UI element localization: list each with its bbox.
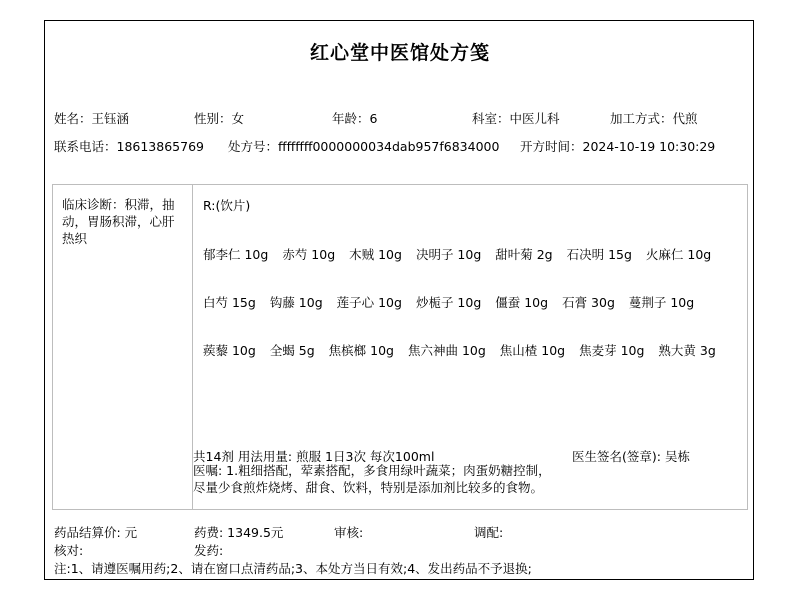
- usage-dosage: 共14剂 用法用量: 煎服 1日3次 每次100ml: [193, 449, 435, 464]
- prescription-number: 处方号：ffffffff0000000034dab957f6834000: [228, 139, 500, 154]
- herb-item: 熟大黄 3g: [658, 343, 716, 358]
- footer-notes: 注:1、请遵医嘱用药;2、请在窗口点清药品;3、本处方当日有效;4、发出药品不予退换;: [54, 561, 532, 576]
- medical-advice: 医嘱: 1.粗细搭配，荤素搭配，多食用绿叶蔬菜；肉蛋奶糖控制，尽量少食煎炸烧烤、甜食、饮料，特别是添加剂比较多的食物。: [193, 463, 551, 495]
- herb-item: 火麻仁 10g: [645, 247, 712, 262]
- phone-number: 联系电话：18613865769: [54, 139, 204, 154]
- prescription-time: 开方时间：2024-10-19 10:30:29: [520, 139, 716, 154]
- herb-item: 全蝎 5g: [269, 343, 315, 358]
- issue-label: 发药:: [194, 543, 224, 558]
- herb-item: 石决明 15g: [566, 247, 632, 262]
- herb-item: 木贼 10g: [349, 247, 402, 262]
- herb-row-3: [203, 341, 726, 359]
- doctor-signature: 医生签名(签章): 吴栋: [572, 449, 690, 464]
- herb-item: 石膏 30g: [562, 295, 615, 310]
- herb-item: 僵蚕 10g: [495, 295, 549, 310]
- department: 科室：中医儿科: [472, 111, 560, 126]
- herb-item: 炒栀子 10g: [415, 295, 482, 310]
- document-title: 红心堂中医馆处方笺: [309, 42, 490, 64]
- herb-item: 决明子 10g: [415, 247, 482, 262]
- herb-item: 甜叶菊 2g: [495, 247, 553, 262]
- herb-item: 白芍 15g: [203, 295, 256, 310]
- herb-item: 焦麦芽 10g: [579, 343, 645, 358]
- herb-item: 蒺藜 10g: [203, 343, 256, 358]
- settlement-price: 药品结算价: 元: [54, 525, 138, 540]
- herb-row-2: [203, 293, 704, 311]
- herb-item: 赤芍 10g: [282, 247, 336, 262]
- herb-item: 焦山楂 10g: [499, 343, 566, 358]
- review-label: 审核:: [334, 525, 364, 540]
- check-label: 核对:: [54, 543, 84, 558]
- herb-item: 莲子心 10g: [336, 295, 402, 310]
- rx-header: R:(饮片): [203, 198, 251, 213]
- herb-item: 焦六神曲 10g: [407, 343, 486, 358]
- processing-method: 加工方式：代煎: [610, 111, 698, 126]
- drug-fee: 药费: 1349.5元: [194, 525, 284, 540]
- patient-gender: 性别：女: [194, 111, 245, 126]
- dispense-label: 调配:: [474, 525, 504, 540]
- patient-name: 姓名：王钰涵: [54, 111, 130, 126]
- herb-item: 钩藤 10g: [269, 295, 323, 310]
- patient-age: 年龄：6: [332, 111, 378, 126]
- herb-row-1: [203, 245, 721, 263]
- clinical-diagnosis: 临床诊断：积滞，抽动，胃肠积滞，心肝热织: [62, 197, 175, 246]
- herb-item: 郁李仁 10g: [203, 247, 269, 262]
- herb-item: 焦槟榔 10g: [328, 343, 394, 358]
- herb-item: 蔓荆子 10g: [628, 295, 695, 310]
